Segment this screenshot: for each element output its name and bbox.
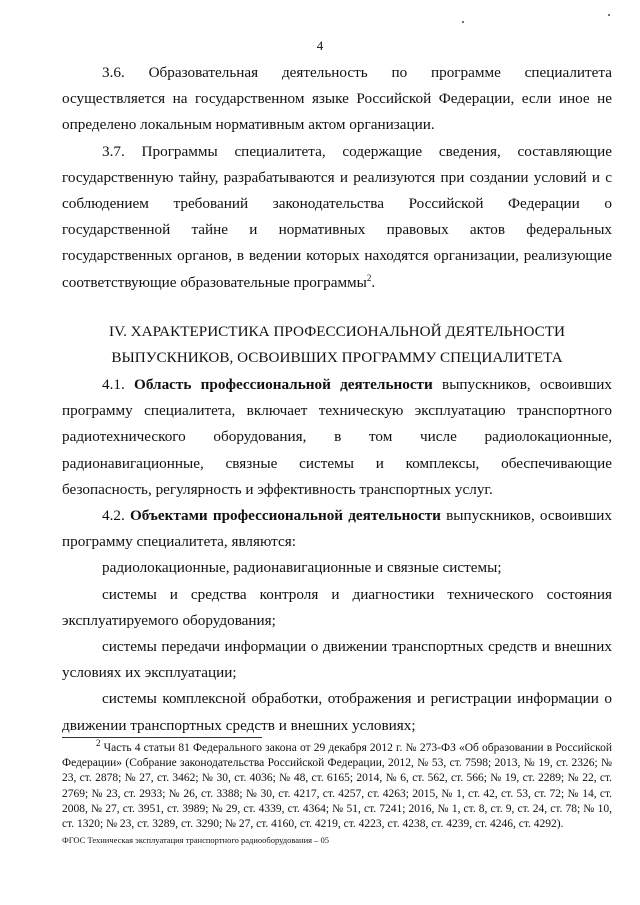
- footnote-separator: [62, 737, 262, 738]
- list-item: радиолокационные, радионавигационные и связные системы;: [102, 559, 502, 577]
- page-number: 4: [316, 38, 324, 53]
- paragraph-4-1: [62, 372, 612, 503]
- scan-speck: [608, 14, 610, 16]
- list-item: системы передачи информации о движении транспортных средств и внешних условиях их эксплуатации;: [62, 638, 612, 682]
- paragraph-4-2-term: Объектами профессиональной деятельности: [129, 507, 441, 525]
- section-4-body: [62, 372, 612, 739]
- footnote-mark: 2: [96, 738, 101, 749]
- paragraph-3-7-end: .: [371, 273, 376, 291]
- section-3-body: [62, 60, 612, 296]
- footnote: [62, 738, 612, 832]
- paragraph-3-7: [62, 139, 612, 296]
- list-item: системы комплексной обработки, отображения и регистрации информации о движении транспортных средств и внешних условиях;: [62, 690, 612, 734]
- paragraph-4-1-term: Область профессиональной деятельности: [134, 376, 433, 393]
- section-4-heading-line-2: ВЫПУСКНИКОВ, ОСВОИВШИХ ПРОГРАММУ СПЕЦИАЛИТЕТА: [111, 349, 563, 366]
- page-footer: ФГОС Техническая эксплуатация транспортного радиооборудования – 05: [62, 835, 330, 845]
- paragraph-4-1-number: 4.1.: [102, 376, 135, 393]
- list-item: системы и средства контроля и диагностики технического состояния эксплуатируемого оборудования;: [62, 585, 612, 629]
- footnote-ref: 2: [366, 272, 372, 283]
- paragraph-3-7-text: 3.7. Программы специалитета, содержащие сведения, составляющие государственную тайну, разрабатываются и реализуются при создании условий и с соблюдением требований законодательства Российской Федерации о государственной тайне и нормативных правовых актов федеральных государственных органов, в ведении которых находятся организации, реализующие соответствующие образовательные программы: [62, 142, 612, 291]
- paragraph-4-1-text: выпускников, освоивших программу специалитета, включает техническую эксплуатацию транспортного радиотехнического оборудования, в том числе радиолокационные, радионавигационные, связные системы и комплексы, обеспечивающие безопасность, регулярность и эффективность транспортных услуг.: [62, 376, 613, 498]
- paragraph-4-2-number: 4.2.: [102, 507, 130, 525]
- paragraph-4-2: [62, 503, 612, 555]
- section-4-heading-line-1: IV. ХАРАКТЕРИСТИКА ПРОФЕССИОНАЛЬНОЙ ДЕЯТЕЛЬНОСТИ: [109, 323, 565, 340]
- paragraph-4-2-text: выпускников, освоивших программу специалитета, являются:: [62, 507, 613, 551]
- paragraph-3-6: 3.6. Образовательная деятельность по программе специалитета осуществляется на государственном языке Российской Федерации, если иное не определено локальным нормативным актом организации.: [62, 64, 612, 134]
- footnote-text: Часть 4 статьи 81 Федерального закона от 29 декабря 2012 г. № 273-ФЗ «Об образовании в Российской Федерации» (Собрание законодательства Российской Федерации, 2012, № 53, ст. 7598; 2013, № 19, ст. 2326; № 23, ст. 2878; № 27, ст. 3462; № 30, ст. 4036; № 48, ст. 6165; 2014, № 6, ст. 562, ст. 566; № 19, ст. 2289; № 22, ст. 2769; № 23, ст. 2933; № 26, ст. 3388; № 30, ст. 4217, ст. 4257, ст. 4263; 2015, № 1, ст. 42, ст. 53, ст. 72; № 14, ст. 2008, № 27, ст. 3951, ст. 3989; № 29, ст. 4339, ст. 4364; № 51, ст. 7241; 2016, № 1, ст. 8, ст. 9, ст. 24, ст. 78; № 10, ст. 1320; № 23, ст. 3289, ст. 3290; № 27, ст. 4160, ст. 4219, ст. 4223, ст. 4238, ст. 4239, ст. 4246, ст. 4292).: [62, 742, 612, 831]
- scan-speck: [462, 21, 464, 23]
